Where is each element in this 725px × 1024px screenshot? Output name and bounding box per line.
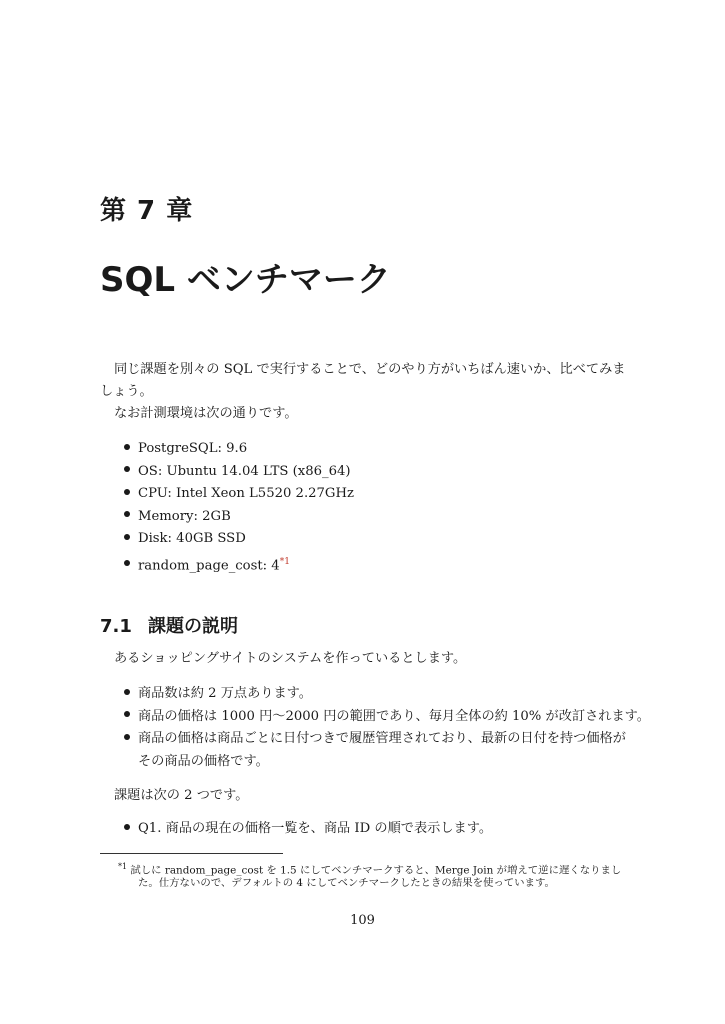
section-number: 7.1: [100, 616, 132, 637]
list-item-text: 商品数は約 2 万点あります。: [138, 686, 312, 701]
list-item-product-count: [124, 683, 312, 706]
footnote-reference-link[interactable]: *1: [279, 556, 290, 567]
chapter-label: 第 7 章: [100, 196, 194, 226]
list-item-text: CPU: Intel Xeon L5520 2.27GHz: [138, 486, 354, 501]
intro-paragraph-line-1: 同じ課題を別々の SQL で実行することで、どのやり方がいちばん速いか、比べてみま: [114, 362, 626, 377]
bullet-icon: [124, 466, 130, 472]
list-item-cpu: [124, 483, 354, 506]
list-item-memory: [124, 506, 231, 529]
footnote-mark: *1: [118, 862, 128, 871]
bullet-icon: [124, 534, 130, 540]
list-item-text: Disk: 40GB SSD: [138, 531, 246, 546]
list-item-random-page-cost: [124, 551, 290, 578]
list-item-text: 商品の価格は商品ごとに日付つきで履歴管理されており、最新の日付を持つ価格が: [138, 731, 626, 746]
list-item-text: Memory: 2GB: [138, 508, 231, 524]
bullet-icon: [124, 444, 130, 450]
list-item-q1: [124, 818, 492, 841]
section-title: 課題の説明: [148, 616, 238, 637]
bullet-icon: [124, 511, 130, 517]
list-item-price-range: [124, 706, 650, 729]
list-item-disk: [124, 528, 246, 551]
bullet-icon: [124, 734, 130, 740]
list-item-text: 商品の価格は 1000 円〜2000 円の範囲であり、毎月全体の約 10% が改訂されます。: [138, 708, 650, 724]
bullet-icon: [124, 560, 130, 566]
list-item-text: OS: Ubuntu 14.04 LTS (x86_64): [138, 463, 351, 479]
list-item-price-history: [124, 728, 626, 751]
list-item-text: Q1. 商品の現在の価格一覧を、商品 ID の順で表示します。: [138, 821, 493, 836]
chapter-title: SQL ベンチマーク: [100, 260, 391, 300]
tasks-intro: 課題は次の 2 つです。: [114, 788, 249, 803]
intro-paragraph-line-2: しょう。: [100, 384, 153, 399]
page-number: 109: [350, 913, 375, 928]
list-item-postgresql: [124, 438, 247, 461]
footnote-line-2: た。仕方ないので、デフォルトの 4 にしてベンチマークしたときの結果を使っています。: [138, 877, 555, 889]
intro-paragraph-line-3: なお計測環境は次の通りです。: [114, 406, 298, 421]
section-heading: [100, 612, 238, 638]
footnote-divider: [100, 853, 283, 854]
list-item-text: random_page_cost: 4: [138, 557, 280, 573]
section-intro: あるショッピングサイトのシステムを作っているとします。: [114, 651, 467, 666]
bullet-icon: [124, 689, 130, 695]
list-item-os: [124, 461, 351, 484]
bullet-icon: [124, 824, 130, 830]
list-item-price-history-continuation: その商品の価格です。: [138, 753, 269, 769]
footnote-text: 試しに random_page_cost を 1.5 にしてベンチマークすると、Merge Join が増えて逆に遅くなりまし: [130, 864, 622, 877]
bullet-icon: [124, 489, 130, 495]
bullet-icon: [124, 711, 130, 717]
list-item-text: PostgreSQL: 9.6: [138, 441, 248, 456]
